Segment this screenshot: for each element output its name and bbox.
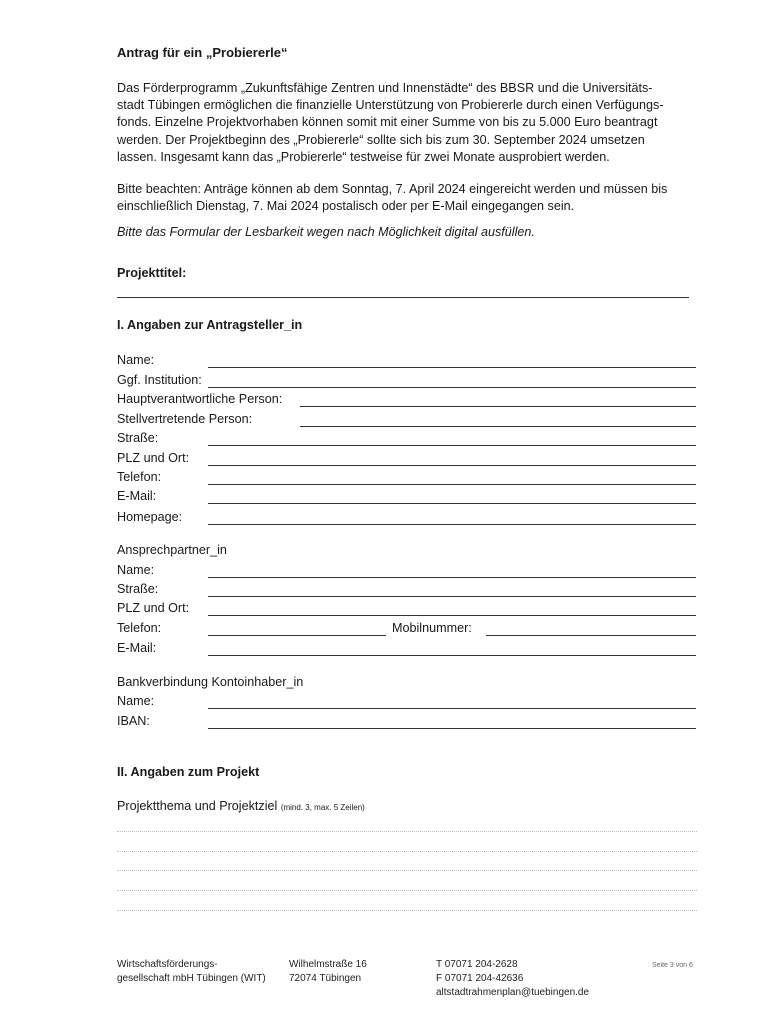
intro-line: fonds. Einzelne Projektvorhaben können somit mit einer Summe von bis zu 5.000 Euro beantragt <box>117 115 658 130</box>
contact-zip-city-field[interactable] <box>208 615 696 616</box>
project-title-field[interactable] <box>117 297 689 298</box>
contact-name-field[interactable] <box>208 577 696 578</box>
footer-company-line: gesellschaft mbH Tübingen (WIT) <box>117 973 266 984</box>
intro-line: Das Förderprogramm „Zukunftsfähige Zentren und Innenstädte“ des BBSR und die Universitäts- <box>117 81 653 95</box>
account-holder-name-field[interactable] <box>208 708 696 709</box>
notice-paragraph <box>117 181 707 215</box>
applicant-street-field[interactable] <box>208 445 696 446</box>
intro-line: werden. Der Projektbeginn des „Probiererle“ sollte sich bis zum 30. September 2024 umsetzen <box>117 132 645 147</box>
footer-phone: T 07071 204-2628 <box>436 959 518 970</box>
project-topic-line-3[interactable] <box>117 870 697 871</box>
applicant-email-label: E-Mail: <box>117 489 157 503</box>
applicant-name-label: Name: <box>117 353 155 367</box>
footer-company-line: Wirtschaftsförderungs- <box>117 959 218 970</box>
contact-zip-city-label: PLZ und Ort: <box>117 601 190 615</box>
iban-label: IBAN: <box>117 714 150 728</box>
institution-field[interactable] <box>208 387 696 388</box>
contact-phone-field[interactable] <box>208 635 386 636</box>
project-topic-line-2[interactable] <box>117 851 697 852</box>
footer-email-link[interactable]: altstadtrahmenplan@tuebingen.de <box>436 987 590 998</box>
deputy-person-label: Stellvertretende Person: <box>117 412 253 426</box>
intro-line: lassen. Insgesamt kann das „Probiererle“ testweise für zwei Monate ausprobiert werden. <box>117 149 610 164</box>
page-number: Seite 3 von 6 <box>652 962 693 969</box>
project-topic-label-text: Projektthema und Projektziel <box>117 799 278 813</box>
homepage-label: Homepage: <box>117 510 183 524</box>
contact-name-label: Name: <box>117 563 155 577</box>
digital-fill-note: Bitte das Formular der Lesbarkeit wegen nach Möglichkeit digital ausfüllen. <box>117 225 535 239</box>
form-title: Antrag für ein „Probiererle“ <box>117 45 288 60</box>
iban-field[interactable] <box>208 728 696 729</box>
contact-street-label: Straße: <box>117 582 159 596</box>
applicant-street-label: Straße: <box>117 431 159 445</box>
project-topic-line-1[interactable] <box>117 831 697 832</box>
project-title-label: Projekttitel: <box>117 266 187 280</box>
footer-contact <box>436 958 589 1000</box>
mobile-number-field[interactable] <box>486 635 696 636</box>
section-1-heading: I. Angaben zur Antragsteller_in <box>117 318 303 332</box>
contact-phone-label: Telefon: <box>117 621 162 635</box>
section-2-heading: II. Angaben zum Projekt <box>117 765 260 779</box>
intro-line: stadt Tübingen ermöglichen die finanzielle Unterstützung von Probiererle durch einen Verfügungs- <box>117 98 664 113</box>
notice-line: Bitte beachten: Anträge können ab dem Sonntag, 7. April 2024 eingereicht werden und müssen bis <box>117 182 668 196</box>
project-topic-line-4[interactable] <box>117 890 697 891</box>
contact-email-field[interactable] <box>208 655 696 656</box>
footer-address <box>289 958 367 986</box>
footer-fax: F 07071 204-42636 <box>436 973 524 984</box>
project-topic-line-note: (mind. 3, max. 5 Zeilen) <box>280 803 365 812</box>
contact-heading: Ansprechpartner_in <box>117 543 227 557</box>
institution-label: Ggf. Institution: <box>117 373 202 387</box>
notice-line: einschließlich Dienstag, 7. Mai 2024 postalisch oder per E-Mail eingegangen sein. <box>117 199 575 214</box>
deputy-person-field[interactable] <box>300 426 696 427</box>
mobile-number-label: Mobilnummer: <box>392 621 472 635</box>
homepage-field[interactable] <box>208 524 696 525</box>
responsible-person-label: Hauptverantwortliche Person: <box>117 392 283 406</box>
contact-email-label: E-Mail: <box>117 641 157 655</box>
applicant-name-field[interactable] <box>208 367 696 368</box>
applicant-zip-city-field[interactable] <box>208 465 696 466</box>
intro-paragraph <box>117 80 707 166</box>
account-holder-name-label: Name: <box>117 694 155 708</box>
footer-address-line: Wilhelmstraße 16 <box>289 959 367 970</box>
project-topic-label <box>117 799 365 813</box>
bank-heading: Bankverbindung Kontoinhaber_in <box>117 675 304 689</box>
footer-address-line: 72074 Tübingen <box>289 973 362 984</box>
applicant-email-field[interactable] <box>208 503 696 504</box>
project-topic-line-5[interactable] <box>117 910 697 911</box>
applicant-zip-city-label: PLZ und Ort: <box>117 451 190 465</box>
contact-street-field[interactable] <box>208 596 696 597</box>
footer-company <box>117 958 266 986</box>
responsible-person-field[interactable] <box>300 406 696 407</box>
applicant-phone-label: Telefon: <box>117 470 162 484</box>
applicant-phone-field[interactable] <box>208 484 696 485</box>
